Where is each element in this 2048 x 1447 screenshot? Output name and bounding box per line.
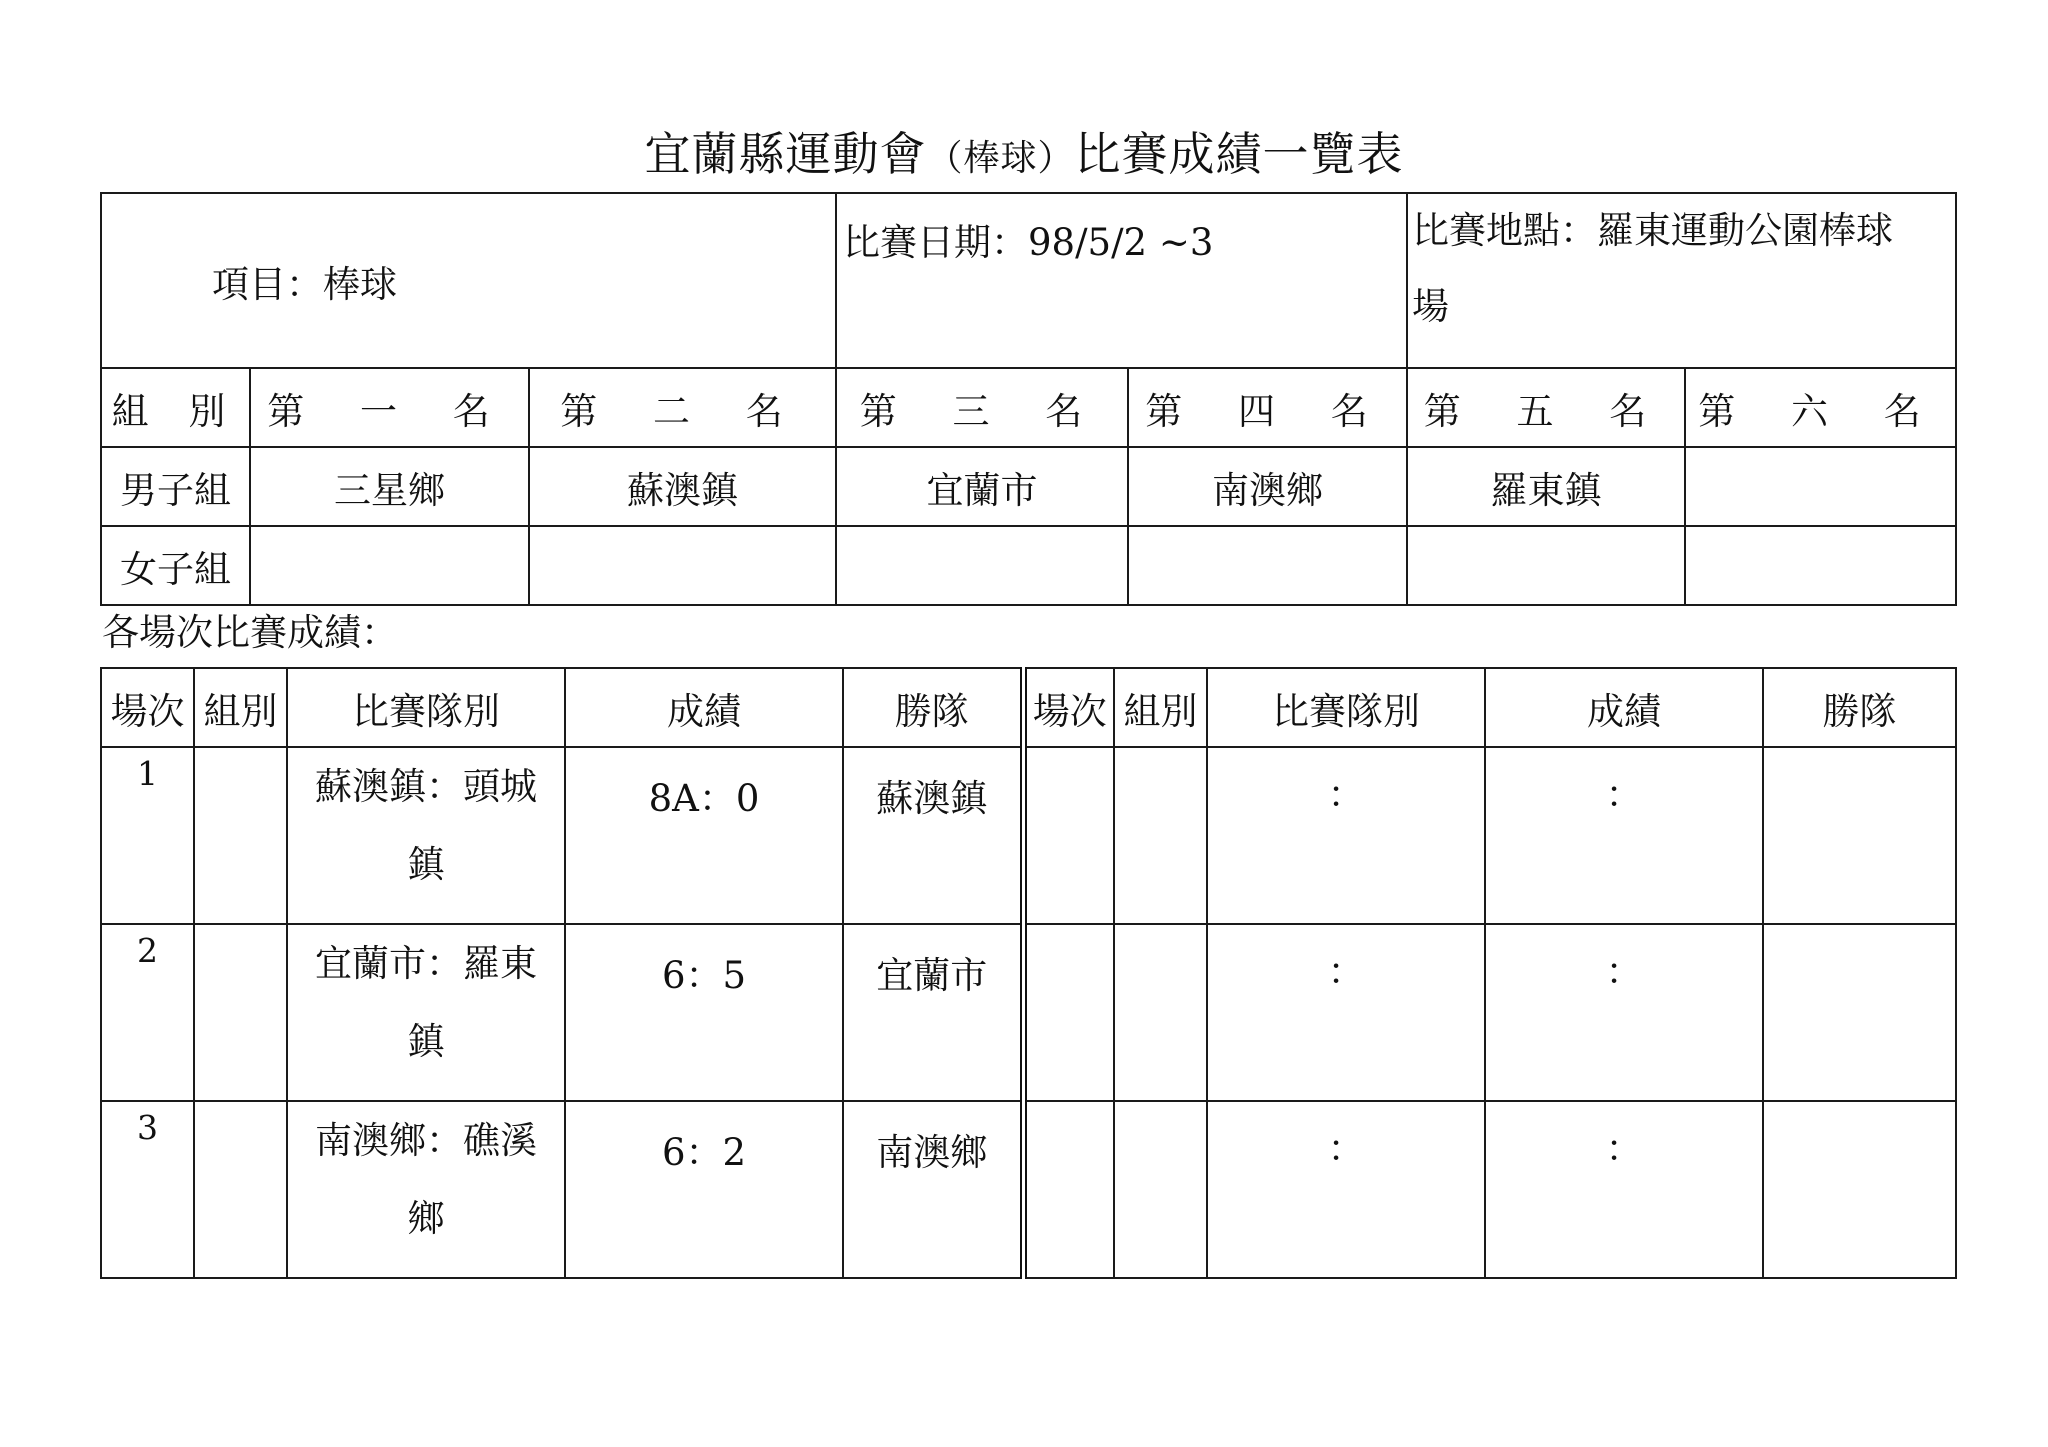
ranking-place-cell: 蘇澳鎮 <box>529 447 836 526</box>
ranking-place-cell <box>1407 526 1685 605</box>
match-teams <box>287 924 565 1101</box>
ranking-table <box>100 192 1957 606</box>
match-group <box>194 924 287 1101</box>
header-winner: 勝隊 <box>1763 668 1956 747</box>
header-group: 組別 <box>1114 668 1207 747</box>
match-no: 3 <box>101 1101 194 1278</box>
ranking-header-group: 組 別 <box>101 368 250 447</box>
ranking-header-first: 第 一 名 <box>250 368 529 447</box>
match-group <box>194 1101 287 1278</box>
ranking-row-women <box>101 526 1956 605</box>
item-cell: 項目：棒球 <box>101 193 836 368</box>
match-winner <box>1763 924 1956 1101</box>
match-no <box>1023 747 1114 924</box>
match-results-table <box>100 667 1957 1279</box>
ranking-header-second: 第 二 名 <box>529 368 836 447</box>
teams-line-2: 鎮 <box>407 843 445 886</box>
ranking-place-cell: 三星鄉 <box>250 447 529 526</box>
match-winner: 蘇澳鎮 <box>843 747 1023 924</box>
teams-line-1: 宜蘭市：羅東 <box>315 942 537 985</box>
ranking-group-cell: 男子組 <box>101 447 250 526</box>
match-teams <box>287 747 565 924</box>
venue-line-2: 場 <box>1412 285 1449 328</box>
title-main-2: 比賽成績一覽表 <box>1074 127 1404 181</box>
venue-line-1: 比賽地點：羅東運動公園棒球 <box>1412 209 1893 252</box>
title-sub: （棒球） <box>926 138 1075 179</box>
ranking-place-cell: 宜蘭市 <box>836 447 1128 526</box>
ranking-header-fourth: 第 四 名 <box>1128 368 1407 447</box>
header-match-no: 場次 <box>101 668 194 747</box>
match-teams <box>287 1101 565 1278</box>
match-score: ： <box>1485 1101 1763 1278</box>
match-score: 6：5 <box>565 924 843 1101</box>
match-score: 6：2 <box>565 1101 843 1278</box>
match-winner <box>1763 747 1956 924</box>
ranking-header-third: 第 三 名 <box>836 368 1128 447</box>
date-cell: 比賽日期：98/5/2 ~3 <box>836 193 1407 368</box>
ranking-place-cell <box>529 526 836 605</box>
ranking-place-cell <box>836 526 1128 605</box>
ranking-header-fifth: 第 五 名 <box>1407 368 1685 447</box>
ranking-place-cell <box>1685 447 1956 526</box>
page-title <box>0 118 2048 184</box>
header-match-no: 場次 <box>1023 668 1114 747</box>
match-no: 2 <box>101 924 194 1101</box>
ranking-row-men <box>101 447 1956 526</box>
ranking-place-cell: 羅東鎮 <box>1407 447 1685 526</box>
header-group: 組別 <box>194 668 287 747</box>
header-teams: 比賽隊別 <box>1207 668 1485 747</box>
teams-line-2: 鎮 <box>407 1020 445 1063</box>
match-winner: 宜蘭市 <box>843 924 1023 1101</box>
ranking-place-cell: 南澳鄉 <box>1128 447 1407 526</box>
ranking-group-cell: 女子組 <box>101 526 250 605</box>
match-header-row <box>101 668 1956 747</box>
match-no <box>1023 924 1114 1101</box>
match-winner <box>1763 1101 1956 1278</box>
section-label: 各場次比賽成績： <box>102 611 398 654</box>
ranking-place-cell <box>250 526 529 605</box>
match-row <box>101 1101 1956 1278</box>
match-teams: ： <box>1207 1101 1485 1278</box>
ranking-place-cell <box>1128 526 1407 605</box>
teams-line-1: 南澳鄉：礁溪 <box>315 1119 537 1162</box>
match-score: 8A：0 <box>565 747 843 924</box>
match-row <box>101 747 1956 924</box>
teams-line-2: 鄉 <box>407 1197 445 1240</box>
header-teams: 比賽隊別 <box>287 668 565 747</box>
header-score: 成績 <box>1485 668 1763 747</box>
match-teams: ： <box>1207 747 1485 924</box>
ranking-header-row <box>101 368 1956 447</box>
venue-cell <box>1407 193 1956 368</box>
match-group <box>1114 747 1207 924</box>
match-group <box>1114 924 1207 1101</box>
header-winner: 勝隊 <box>843 668 1023 747</box>
teams-line-1: 蘇澳鎮：頭城 <box>315 765 537 808</box>
match-score: ： <box>1485 924 1763 1101</box>
match-winner: 南澳鄉 <box>843 1101 1023 1278</box>
title-main-1: 宜蘭縣運動會 <box>644 127 927 181</box>
match-no <box>1023 1101 1114 1278</box>
match-group <box>194 747 287 924</box>
match-teams: ： <box>1207 924 1485 1101</box>
ranking-place-cell <box>1685 526 1956 605</box>
match-group <box>1114 1101 1207 1278</box>
ranking-header-sixth: 第 六 名 <box>1685 368 1956 447</box>
match-no: 1 <box>101 747 194 924</box>
match-row <box>101 924 1956 1101</box>
info-row <box>101 193 1956 368</box>
match-score: ： <box>1485 747 1763 924</box>
header-score: 成績 <box>565 668 843 747</box>
